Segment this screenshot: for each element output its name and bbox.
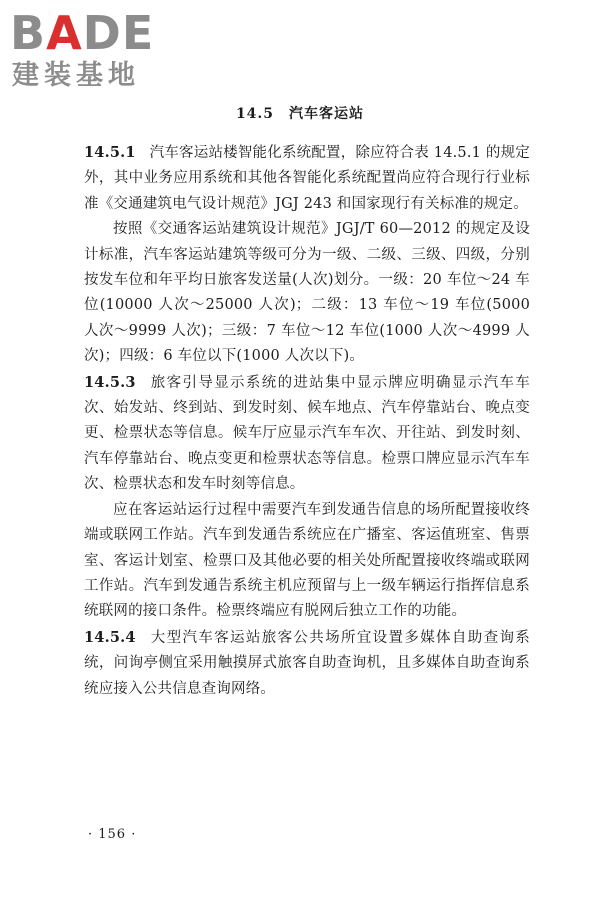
logo-letter-b: B: [10, 6, 47, 60]
paragraph-text: 按照《交通客运站建筑设计规范》JGJ/T 60—2012 的规定及设计标准，汽车客运站建筑等级可分为一级、二级、三级、四级，分别按发车位和年平均日旅客发送量(人次)划分。一级：20 车位～24 车位(10000 人次～25000 人次)；二级：13 车位～19 车位(5000 人次～9999 人次)；三级：7 车位～12 车位(1000 人次～4999 人次)；四级：6 车位以下(1000 人次以下)。: [84, 221, 530, 365]
clause-number: 14.5.4: [84, 628, 136, 646]
clause-number: 14.5.3: [84, 373, 136, 391]
page-number: · 156 ·: [88, 827, 137, 842]
paragraph-arrival-notice: [84, 498, 530, 625]
clause-14-5-1: [84, 140, 530, 217]
paragraph-text: 应在客运站运行过程中需要汽车到发通告信息的场所配置接收终端或联网工作站。汽车到发通告系统应在广播室、客运值班室、售票室、客运计划室、检票口及其他必要的相关处所配置接收终端或联网工作站。汽车到发通告系统主机应预留与上一级车辆运行指挥信息系统联网的接口条件。检票终端应有脱网后独立工作的功能。: [84, 501, 530, 620]
clause-text: 旅客引导显示系统的进站集中显示牌应明确显示汽车车次、始发站、终到站、到发时刻、候车地点、汽车停靠站台、晚点变更、检票状态等信息。候车厅应显示汽车车次、开往站、到发时刻、汽车停靠站台、晚点变更和检票状态等信息。检票口牌应显示汽车车次、检票状态和发车时刻等信息。: [84, 374, 530, 493]
logo-letter-a: A: [46, 6, 83, 60]
document-body: [84, 140, 530, 702]
clause-text: 大型汽车客运站旅客公共场所宜设置多媒体自助查询系统，问询亭侧宜采用触摸屏式旅客自助查询机，且多媒体自助查询系统应接入公共信息查询网络。: [84, 629, 530, 697]
logo-subtitle: 建装基地: [12, 60, 140, 91]
bade-logo: [10, 6, 180, 94]
paragraph-station-grades: [84, 217, 530, 369]
section-number: 14.5: [235, 106, 275, 122]
logo-letters-de: DE: [82, 6, 155, 60]
clause-number: 14.5.1: [84, 144, 136, 161]
logo-wordmark: [10, 6, 154, 60]
clause-14-5-4: [84, 625, 530, 702]
section-heading: 汽车客运站: [289, 106, 365, 122]
clause-text: 汽车客运站楼智能化系统配置，除应符合表 14.5.1 的规定外，其中业务应用系统和其他各智能化系统配置尚应符合现行行业标准《交通建筑电气设计规范》JGJ 243 和国家现行有关标准的规定。: [84, 145, 530, 212]
section-title: [0, 103, 600, 125]
clause-14-5-3: [84, 370, 530, 498]
